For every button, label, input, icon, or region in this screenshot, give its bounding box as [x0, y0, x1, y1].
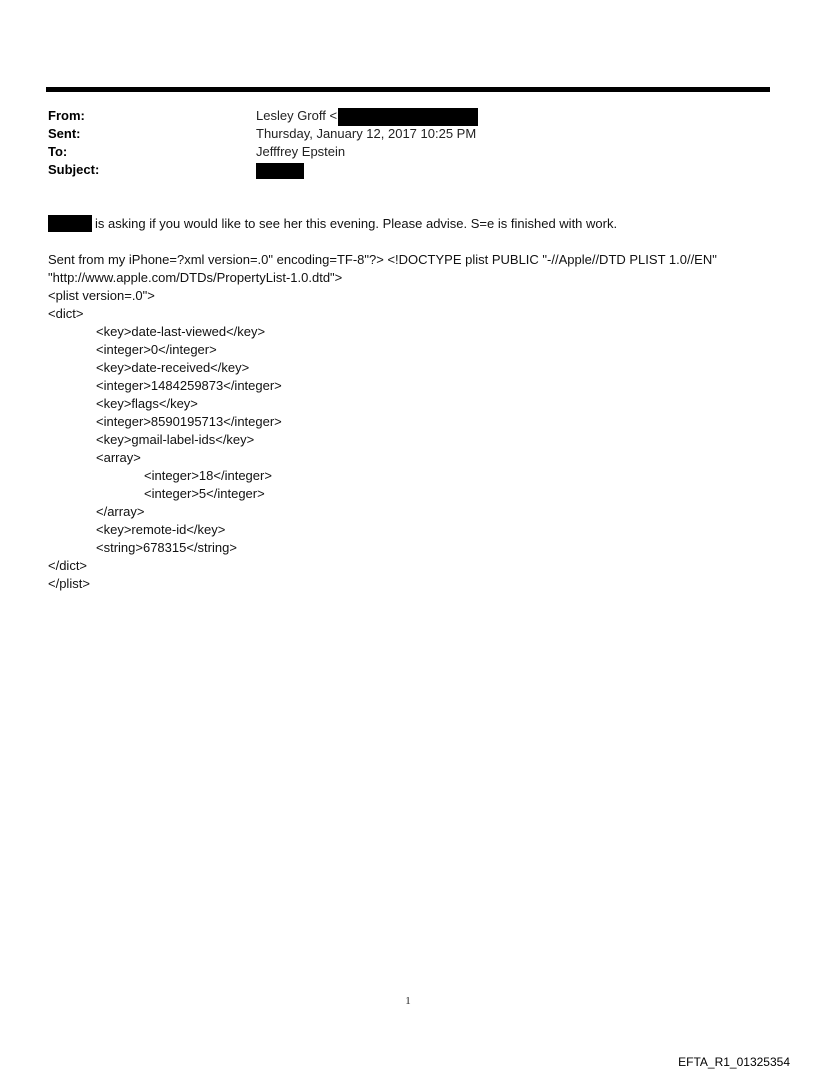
- plist-line: <array>: [96, 450, 141, 466]
- subject-row: [48, 161, 748, 179]
- sent-value: Thursday, January 12, 2017 10:25 PM: [256, 126, 477, 141]
- subject-value: [256, 161, 304, 179]
- plist-line: </array>: [96, 504, 145, 520]
- from-label: From:: [48, 108, 85, 123]
- header-rule: [46, 87, 770, 92]
- doctype-line: "http://www.apple.com/DTDs/PropertyList-1.0.dtd">: [48, 270, 343, 286]
- subject-label: Subject:: [48, 162, 100, 177]
- plist-line: <integer>8590195713</integer>: [96, 414, 282, 430]
- plist-line: <integer>5</integer>: [144, 486, 265, 502]
- email-header: [48, 107, 748, 179]
- from-name: Lesley Groff <: [256, 108, 338, 123]
- plist-line: <plist version=.0">: [48, 288, 155, 304]
- to-label: To:: [48, 144, 68, 159]
- redaction-box: [256, 163, 304, 179]
- sent-row: [48, 125, 748, 143]
- plist-line: </dict>: [48, 558, 88, 574]
- plist-block: [48, 287, 768, 593]
- page-number: 1: [405, 995, 411, 1007]
- plist-line: <integer>1484259873</integer>: [96, 378, 282, 394]
- from-value: [256, 107, 478, 126]
- signature-line: Sent from my iPhone=?xml version=.0" encoding=TF-8"?> <!DOCTYPE plist PUBLIC "-//Apple//DTD PLIST 1.0//EN": [48, 252, 717, 268]
- bates-number: EFTA_R1_01325354: [678, 1055, 790, 1069]
- to-row: [48, 143, 748, 161]
- redaction-box: [48, 215, 92, 232]
- plist-line: <dict>: [48, 306, 84, 322]
- plist-line: <key>date-last-viewed</key>: [96, 324, 266, 340]
- plist-line: <string>678315</string>: [96, 540, 237, 556]
- to-value: Jefffrey Epstein: [256, 144, 346, 159]
- plist-line: </plist>: [48, 576, 90, 592]
- signature-block: [48, 251, 768, 593]
- body-text: is asking if you would like to see her this evening. Please advise. S=e is finished with work.: [95, 216, 618, 231]
- plist-line: <key>remote-id</key>: [96, 522, 226, 538]
- redaction-box: [338, 108, 478, 126]
- plist-line: <key>flags</key>: [96, 396, 198, 412]
- plist-line: <integer>18</integer>: [144, 468, 272, 484]
- body-paragraph: [48, 215, 768, 233]
- plist-line: <key>date-received</key>: [96, 360, 250, 376]
- from-row: [48, 107, 748, 125]
- plist-line: <integer>0</integer>: [96, 342, 217, 358]
- plist-line: <key>gmail-label-ids</key>: [96, 432, 255, 448]
- email-body: [48, 215, 768, 593]
- sent-label: Sent:: [48, 126, 81, 141]
